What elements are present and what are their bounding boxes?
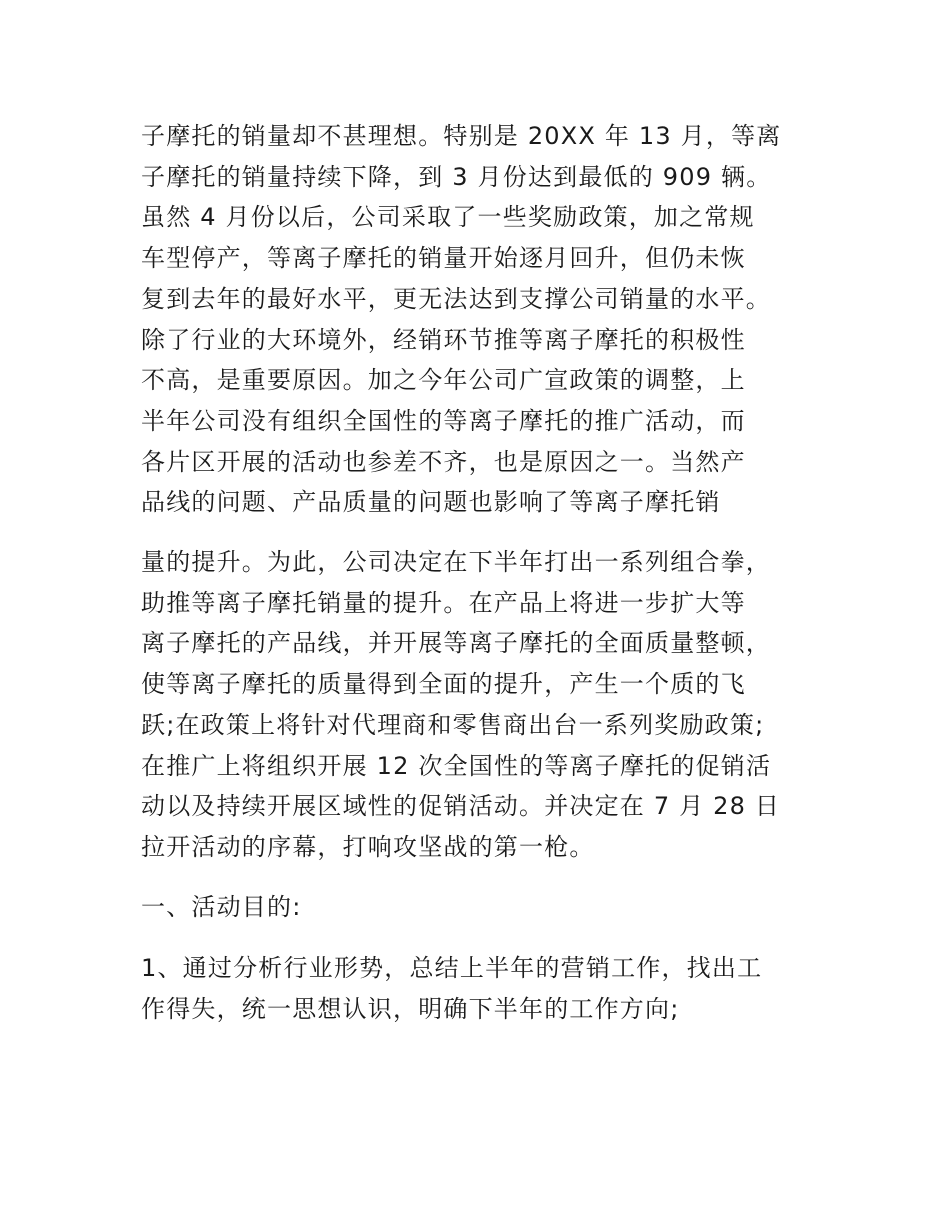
- text-line: 使等离子摩托的质量得到全面的提升，产生一个质的飞: [141, 670, 746, 699]
- text-line: 复到去年的最好水平，更无法达到支撑公司销量的水平。: [141, 284, 771, 313]
- text-line: 子摩托的销量却不甚理想。特别是 20XX 年 13 月，等离: [141, 122, 782, 150]
- text-line: 在推广上将组织开展 12 次全国性的等离子摩托的促销活: [141, 751, 772, 780]
- text-line: 离子摩托的产品线，并开展等离子摩托的全面质量整顿，: [141, 629, 771, 658]
- text-line: 不高，是重要原因。加之今年公司广宣政策的调整，上: [141, 366, 746, 395]
- text-line: 除了行业的大环境外，经销环节推等离子摩托的积极性: [141, 325, 746, 354]
- section-heading: [141, 887, 811, 928]
- text-line: 各片区开展的活动也参差不齐，也是原因之一。当然产: [141, 447, 746, 476]
- list-item: [141, 948, 811, 1029]
- text-line: 量的提升。为此，公司决定在下半年打出一系列组合拳，: [141, 548, 771, 576]
- text-line: 作得失，统一思想认识，明确下半年的工作方向;: [141, 994, 680, 1023]
- text-line: 虽然 4 月份以后，公司采取了一些奖励政策，加之常规: [141, 203, 755, 232]
- text-line: 半年公司没有组织全国性的等离子摩托的推广活动，而: [141, 406, 746, 435]
- text-line: 1、通过分析行业形势，总结上半年的营销工作，找出工: [141, 954, 763, 982]
- text-line: 一、活动目的:: [141, 893, 302, 921]
- text-line: 动以及持续开展区域性的促销活动。并决定在 7 月 28 日: [141, 792, 781, 821]
- body-paragraph: [141, 542, 811, 868]
- text-line: 拉开活动的序幕，打响攻坚战的第一枪。: [141, 832, 595, 861]
- body-paragraph: [141, 116, 811, 523]
- text-line: 助推等离子摩托销量的提升。在产品上将进一步扩大等: [141, 588, 746, 617]
- text-line: 车型停产，等离子摩托的销量开始逐月回升，但仍未恢: [141, 244, 746, 273]
- text-line: 品线的问题、产品质量的问题也影响了等离子摩托销: [141, 488, 721, 517]
- text-line: 子摩托的销量持续下降，到 3 月份达到最低的 909 辆。: [141, 162, 772, 191]
- text-line: 跃;在政策上将针对代理商和零售商出台一系列奖励政策;: [141, 710, 765, 739]
